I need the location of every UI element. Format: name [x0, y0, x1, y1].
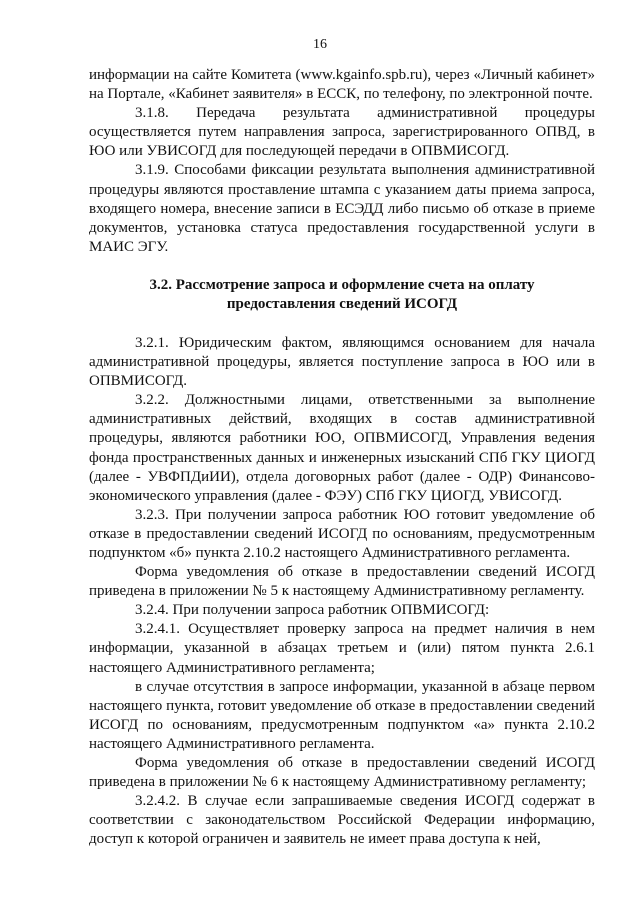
paragraph-form-6: Форма уведомления об отказе в предоставлении сведений ИСОГД приведена в приложении № 6 к настоящему Административному регламенту; [89, 755, 595, 791]
paragraph-3-2-4: 3.2.4. При получении запроса работник ОПВМИСОГД: [135, 602, 490, 619]
paragraph-form-5: Форма уведомления об отказе в предоставлении сведений ИСОГД приведена в приложении № 5 к настоящему Административному регламенту. [89, 564, 595, 600]
paragraph-3-2-2: 3.2.2. Должностными лицами, ответственными за выполнение административных действий, входящих в состав административной процедуры, являются работники ЮО, ОПВМИСОГД, Управления ведения фонда пространственных данных и инженерных изысканий СПб ГКУ ЦИОГД (далее - УВФПДиИИ), отдела договорных работ (далее - ОДР) Финансово-экономического управления (далее - ФЭУ) СПб ГКУ ЦИОГД, УВИСОГД. [89, 392, 595, 504]
paragraph-continuation: информации на сайте Комитета (www.kgainfo.spb.ru), через «Личный кабинет» на Портале, «Кабинет заявителя» в ЕССК, по телефону, по электронной почте. [89, 67, 595, 103]
paragraph-3-2-1: 3.2.1. Юридическим фактом, являющимся основанием для начала административной процедуры, является поступление запроса в ЮО или в ОПВМИСОГД. [89, 334, 595, 390]
section-heading [89, 276, 595, 314]
paragraph-3-1-9: 3.1.9. Способами фиксации результата выполнения административной процедуры являются проставление штампа с указанием даты приема запроса, входящего номера, внесение записи в ЕСЭДД либо письмо об отказе в приеме документов, установка статуса предоставления государственной услуги в МАИС ЭГУ. [89, 162, 595, 255]
paragraphs-before-heading [89, 66, 595, 257]
paragraph-3-2-3: 3.2.3. При получении запроса работник ЮО готовит уведомление об отказе в предоставлении сведений ИСОГД по основаниям, предусмотренным подпунктом «б» пункта 2.10.2 настоящего Административного регламента. [89, 506, 595, 561]
page-number: 16 [313, 37, 327, 52]
paragraph-3-2-4-1: 3.2.4.1. Осуществляет проверку запроса на предмет наличия в нем информации, указанной в абзацах третьем и (или) пятом пункта 2.6.1 настоящего Административного регламента; [89, 621, 595, 676]
document-body [89, 66, 595, 849]
section-heading-line-1: 3.2. Рассмотрение запроса и оформление счета на оплату [149, 276, 535, 293]
paragraph-3-2-4-2: 3.2.4.2. В случае если запрашиваемые сведения ИСОГД содержат в соответствии с законодательством Российской Федерации информацию, доступ к которой ограничен и заявитель не имеет права доступа к ней, [89, 793, 595, 848]
paragraph-absent: в случае отсутствия в запросе информации, указанной в абзаце первом настоящего пункта, готовит уведомление об отказе в предоставлении сведений ИСОГД по основаниям, предусмотренным подпунктом «а» пункта 2.10.2 настоящего Административного регламента. [89, 678, 595, 752]
paragraphs-after-heading [89, 334, 595, 850]
paragraph-3-1-8: 3.1.8. Передача результата административной процедуры осуществляется путем направления запроса, зарегистрированного ОПВД, в ЮО или УВИСОГД для последующей передачи в ОПВМИСОГД. [89, 105, 595, 160]
section-heading-line-2: предоставления сведений ИСОГД [226, 295, 458, 312]
